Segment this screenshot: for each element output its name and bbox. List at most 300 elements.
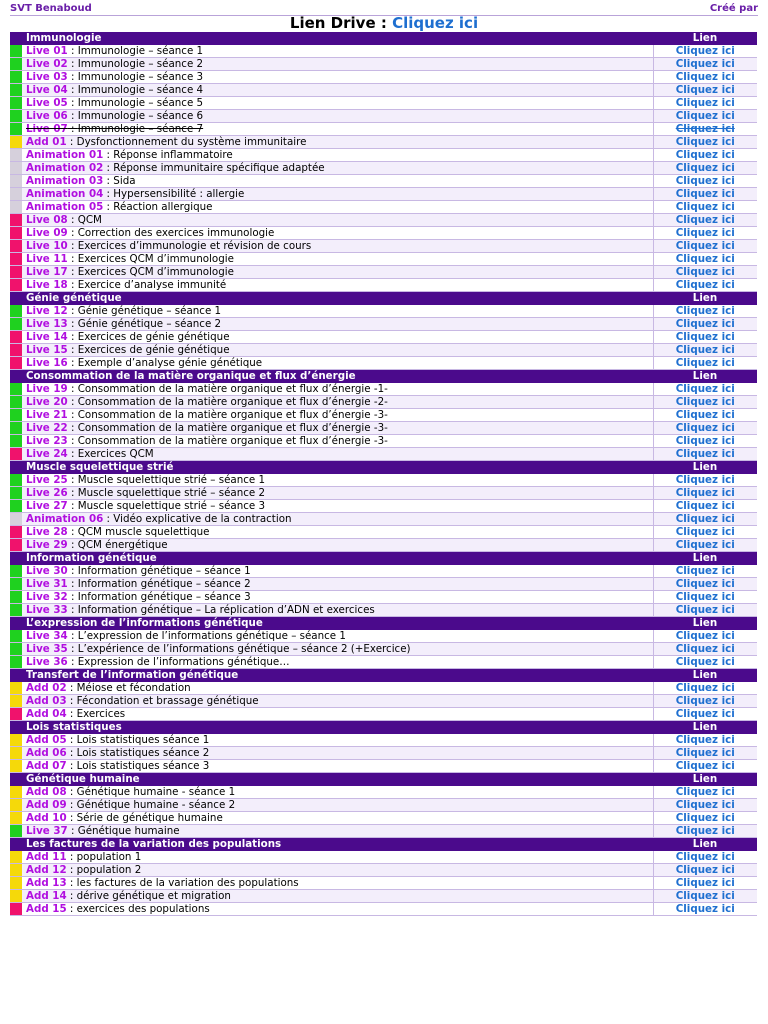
row-key: Live 25 — [26, 473, 68, 486]
row-text: Génétique humaine - séance 1 — [76, 785, 236, 798]
table-row — [10, 695, 757, 708]
row-text: QCM muscle squelettique — [77, 525, 210, 538]
row-key: Add 08 — [26, 785, 67, 798]
section-title: Information génétique — [22, 552, 653, 565]
table-row — [10, 240, 757, 253]
row-link[interactable]: Cliquez ici — [653, 162, 757, 175]
table-row — [10, 318, 757, 331]
row-text: QCM — [77, 213, 102, 226]
row-separator: : — [66, 681, 77, 694]
row-label — [22, 864, 653, 877]
section-header — [10, 838, 757, 851]
table-row — [10, 149, 757, 162]
row-label — [22, 695, 653, 708]
title-prefix: Lien Drive : — [289, 14, 393, 32]
row-separator: : — [67, 252, 78, 265]
row-text: L’expérience de l’informations génétique – séance 2 (+Exercice) — [77, 642, 411, 655]
row-key: Live 29 — [26, 538, 68, 551]
row-text: QCM énergétique — [77, 538, 168, 551]
row-text: exercices des populations — [76, 902, 210, 915]
row-link[interactable]: Cliquez ici — [653, 331, 757, 344]
row-link[interactable]: Cliquez ici — [653, 591, 757, 604]
row-key: Live 33 — [26, 603, 68, 616]
row-link[interactable]: Cliquez ici — [653, 175, 757, 188]
status-marker-green — [10, 578, 22, 591]
table-row — [10, 630, 757, 643]
table-row — [10, 331, 757, 344]
row-label — [22, 799, 653, 812]
table-row — [10, 227, 757, 240]
row-key: Live 35 — [26, 642, 68, 655]
row-link[interactable]: Cliquez ici — [653, 630, 757, 643]
status-marker-pink — [10, 448, 22, 461]
row-key: Live 26 — [26, 486, 68, 499]
table-row — [10, 253, 757, 266]
row-separator: : — [103, 200, 114, 213]
row-separator: : — [67, 434, 78, 447]
row-text: Correction des exercices immunologie — [77, 226, 275, 239]
row-label — [22, 786, 653, 799]
row-text: Réponse inflammatoire — [113, 148, 233, 161]
section-title: Immunologie — [22, 32, 653, 45]
row-key: Animation 06 — [26, 512, 104, 525]
table-row — [10, 864, 757, 877]
section-header — [10, 552, 757, 565]
row-link[interactable]: Cliquez ici — [653, 201, 757, 214]
row-label — [22, 123, 653, 136]
table-row — [10, 448, 757, 461]
link-column-header: Lien — [653, 32, 757, 45]
row-link[interactable]: Cliquez ici — [653, 149, 757, 162]
row-label — [22, 266, 653, 279]
row-separator: : — [66, 798, 77, 811]
row-text: Consommation de la matière organique et flux d’énergie -2- — [77, 395, 388, 408]
link-column-header: Lien — [653, 552, 757, 565]
row-separator: : — [103, 161, 114, 174]
row-label — [22, 500, 653, 513]
row-link[interactable]: Cliquez ici — [653, 890, 757, 903]
table-row — [10, 799, 757, 812]
status-marker-green — [10, 500, 22, 513]
row-link[interactable]: Cliquez ici — [653, 136, 757, 149]
row-link[interactable]: Cliquez ici — [653, 383, 757, 396]
status-marker-green — [10, 97, 22, 110]
status-marker-yellow — [10, 890, 22, 903]
row-separator: : — [67, 83, 78, 96]
row-key: Live 37 — [26, 824, 68, 837]
row-link[interactable]: Cliquez ici — [653, 812, 757, 825]
row-separator: : — [67, 564, 78, 577]
row-key: Live 01 — [26, 44, 68, 57]
row-link[interactable]: Cliquez ici — [653, 825, 757, 838]
table-row — [10, 591, 757, 604]
row-key: Live 30 — [26, 564, 68, 577]
row-link[interactable]: Cliquez ici — [653, 526, 757, 539]
row-text: Exemple d’analyse génie génétique — [77, 356, 263, 369]
status-marker-green — [10, 305, 22, 318]
row-text: dérive génétique et migration — [76, 889, 231, 902]
table-row — [10, 45, 757, 58]
row-separator: : — [67, 44, 78, 57]
row-text: Information génétique – séance 3 — [77, 590, 251, 603]
row-link[interactable]: Cliquez ici — [653, 656, 757, 669]
row-key: Live 28 — [26, 525, 68, 538]
created-by-label[interactable]: Créé par — [709, 3, 758, 14]
table-row — [10, 812, 757, 825]
row-separator: : — [67, 343, 78, 356]
row-link[interactable]: Cliquez ici — [653, 877, 757, 890]
row-link[interactable]: Cliquez ici — [653, 422, 757, 435]
row-label — [22, 591, 653, 604]
row-label — [22, 487, 653, 500]
row-link[interactable]: Cliquez ici — [653, 357, 757, 370]
row-link[interactable]: Cliquez ici — [653, 240, 757, 253]
section-title: L’expression de l’informations génétique — [22, 617, 653, 630]
row-separator: : — [103, 187, 114, 200]
row-link[interactable]: Cliquez ici — [653, 747, 757, 760]
row-text: Génie génétique – séance 2 — [77, 317, 222, 330]
table-row — [10, 487, 757, 500]
section-header-marker — [10, 552, 22, 565]
row-link[interactable]: Cliquez ici — [653, 253, 757, 266]
row-separator: : — [67, 447, 78, 460]
row-label — [22, 201, 653, 214]
section-header — [10, 721, 757, 734]
row-label — [22, 84, 653, 97]
row-label — [22, 448, 653, 461]
section-header-marker — [10, 292, 22, 305]
status-marker-green — [10, 409, 22, 422]
row-label — [22, 396, 653, 409]
row-key: Add 15 — [26, 902, 67, 915]
table-row — [10, 760, 757, 773]
row-separator: : — [67, 226, 78, 239]
row-separator: : — [66, 746, 77, 759]
row-text: Génie génétique – séance 1 — [77, 304, 222, 317]
row-label — [22, 175, 653, 188]
table-row — [10, 266, 757, 279]
row-label — [22, 188, 653, 201]
page-title — [0, 14, 768, 32]
row-label — [22, 58, 653, 71]
status-marker-gray — [10, 175, 22, 188]
row-link[interactable]: Cliquez ici — [653, 708, 757, 721]
section-header — [10, 669, 757, 682]
row-link[interactable]: Cliquez ici — [653, 487, 757, 500]
row-link[interactable]: Cliquez ici — [653, 435, 757, 448]
row-separator: : — [67, 330, 78, 343]
status-marker-pink — [10, 344, 22, 357]
row-link[interactable]: Cliquez ici — [653, 84, 757, 97]
table-row — [10, 877, 757, 890]
row-link[interactable]: Cliquez ici — [653, 799, 757, 812]
row-key: Animation 04 — [26, 187, 104, 200]
status-marker-green — [10, 45, 22, 58]
status-marker-green — [10, 604, 22, 617]
table-row — [10, 84, 757, 97]
row-separator: : — [67, 408, 78, 421]
row-text: Sida — [113, 174, 136, 187]
row-link[interactable]: Cliquez ici — [653, 565, 757, 578]
row-key: Add 13 — [26, 876, 67, 889]
table-row — [10, 643, 757, 656]
status-marker-yellow — [10, 136, 22, 149]
row-key: Live 27 — [26, 499, 68, 512]
table-row — [10, 383, 757, 396]
link-column-header: Lien — [653, 461, 757, 474]
row-text: Exercice d’analyse immunité — [77, 278, 227, 291]
row-label — [22, 110, 653, 123]
row-link[interactable]: Cliquez ici — [653, 227, 757, 240]
row-key: Live 08 — [26, 213, 68, 226]
row-link[interactable]: Cliquez ici — [653, 864, 757, 877]
row-text: Lois statistiques séance 3 — [76, 759, 210, 772]
row-label — [22, 682, 653, 695]
row-separator: : — [67, 577, 78, 590]
table-row — [10, 682, 757, 695]
row-link[interactable]: Cliquez ici — [653, 45, 757, 58]
row-separator: : — [67, 590, 78, 603]
table-row — [10, 565, 757, 578]
link-column-header: Lien — [653, 773, 757, 786]
row-text: Immunologie – séance 6 — [77, 109, 204, 122]
row-separator: : — [67, 96, 78, 109]
row-separator: : — [67, 57, 78, 70]
row-key: Add 11 — [26, 850, 67, 863]
row-text: Immunologie – séance 4 — [77, 83, 204, 96]
row-link[interactable]: Cliquez ici — [653, 851, 757, 864]
row-key: Live 15 — [26, 343, 68, 356]
status-marker-green — [10, 435, 22, 448]
row-key: Live 21 — [26, 408, 68, 421]
row-separator: : — [67, 395, 78, 408]
row-text: Immunologie – séance 2 — [77, 57, 204, 70]
section-header — [10, 370, 757, 383]
row-link[interactable]: Cliquez ici — [653, 760, 757, 773]
row-key: Live 34 — [26, 629, 68, 642]
row-link[interactable]: Cliquez ici — [653, 903, 757, 916]
row-link[interactable]: Cliquez ici — [653, 578, 757, 591]
row-label — [22, 708, 653, 721]
row-link[interactable]: Cliquez ici — [653, 110, 757, 123]
row-key: Live 23 — [26, 434, 68, 447]
row-link[interactable]: Cliquez ici — [653, 448, 757, 461]
row-key: Live 02 — [26, 57, 68, 70]
row-link[interactable]: Cliquez ici — [653, 474, 757, 487]
link-column-header: Lien — [653, 669, 757, 682]
row-key: Add 02 — [26, 681, 67, 694]
row-text: Lois statistiques séance 1 — [76, 733, 210, 746]
row-key: Add 06 — [26, 746, 67, 759]
row-separator: : — [67, 239, 78, 252]
status-marker-pink — [10, 708, 22, 721]
row-key: Live 04 — [26, 83, 68, 96]
row-link[interactable]: Cliquez ici — [653, 682, 757, 695]
drive-link[interactable]: Cliquez ici — [392, 14, 479, 32]
table-row — [10, 136, 757, 149]
table-row — [10, 539, 757, 552]
section-header-marker — [10, 669, 22, 682]
row-text: Immunologie – séance 7 — [77, 122, 204, 135]
row-text: Information génétique – séance 1 — [77, 564, 251, 577]
section-title: Consommation de la matière organique et flux d’énergie — [22, 370, 653, 383]
row-text: Information génétique – La réplication d’ADN et exercices — [77, 603, 375, 616]
row-key: Live 36 — [26, 655, 68, 668]
row-label — [22, 890, 653, 903]
row-text: Immunologie – séance 3 — [77, 70, 204, 83]
row-link[interactable]: Cliquez ici — [653, 58, 757, 71]
status-marker-green — [10, 396, 22, 409]
row-link[interactable]: Cliquez ici — [653, 214, 757, 227]
row-separator: : — [67, 642, 78, 655]
row-separator: : — [67, 538, 78, 551]
row-link[interactable]: Cliquez ici — [653, 279, 757, 292]
row-label — [22, 734, 653, 747]
row-link[interactable]: Cliquez ici — [653, 123, 757, 136]
row-key: Add 05 — [26, 733, 67, 746]
row-link[interactable]: Cliquez ici — [653, 266, 757, 279]
row-text: Exercices d’immunologie et révision de cours — [77, 239, 312, 252]
row-separator: : — [67, 473, 78, 486]
row-link[interactable]: Cliquez ici — [653, 97, 757, 110]
status-marker-green — [10, 110, 22, 123]
row-separator: : — [67, 382, 78, 395]
row-link[interactable]: Cliquez ici — [653, 344, 757, 357]
section-header — [10, 32, 757, 45]
row-link[interactable]: Cliquez ici — [653, 786, 757, 799]
row-text: Méiose et fécondation — [76, 681, 191, 694]
row-link[interactable]: Cliquez ici — [653, 318, 757, 331]
row-key: Add 07 — [26, 759, 67, 772]
table-row — [10, 409, 757, 422]
row-separator: : — [66, 811, 77, 824]
table-row — [10, 396, 757, 409]
table-row — [10, 890, 757, 903]
table-row — [10, 162, 757, 175]
row-label — [22, 240, 653, 253]
status-marker-yellow — [10, 877, 22, 890]
status-marker-yellow — [10, 695, 22, 708]
row-key: Animation 02 — [26, 161, 104, 174]
status-marker-pink — [10, 214, 22, 227]
row-separator: : — [66, 733, 77, 746]
row-key: Live 07 — [26, 122, 68, 135]
row-text: Muscle squelettique strié – séance 1 — [77, 473, 266, 486]
row-separator: : — [67, 421, 78, 434]
row-label — [22, 877, 653, 890]
section-header-marker — [10, 32, 22, 45]
row-text: Génétique humaine — [77, 824, 180, 837]
row-label — [22, 526, 653, 539]
row-key: Live 09 — [26, 226, 68, 239]
row-separator: : — [66, 694, 77, 707]
row-separator: : — [67, 486, 78, 499]
status-marker-gray — [10, 201, 22, 214]
row-text: Muscle squelettique strié – séance 2 — [77, 486, 266, 499]
status-marker-green — [10, 84, 22, 97]
author-label: SVT Benaboud — [10, 3, 92, 14]
row-label — [22, 630, 653, 643]
status-marker-yellow — [10, 799, 22, 812]
row-text: population 2 — [76, 863, 142, 876]
row-text: Exercices QCM d’immunologie — [77, 252, 234, 265]
link-column-header: Lien — [653, 838, 757, 851]
row-link[interactable]: Cliquez ici — [653, 305, 757, 318]
table-row — [10, 344, 757, 357]
row-separator: : — [67, 655, 78, 668]
status-marker-green — [10, 630, 22, 643]
row-key: Add 12 — [26, 863, 67, 876]
status-marker-yellow — [10, 812, 22, 825]
row-label — [22, 305, 653, 318]
row-label — [22, 825, 653, 838]
row-link[interactable]: Cliquez ici — [653, 500, 757, 513]
row-key: Add 09 — [26, 798, 67, 811]
link-column-header: Lien — [653, 292, 757, 305]
row-key: Add 01 — [26, 135, 67, 148]
row-link[interactable]: Cliquez ici — [653, 188, 757, 201]
row-link[interactable]: Cliquez ici — [653, 409, 757, 422]
row-key: Animation 01 — [26, 148, 104, 161]
status-marker-pink — [10, 227, 22, 240]
section-header-marker — [10, 461, 22, 474]
row-text: Exercices — [76, 707, 126, 720]
status-marker-green — [10, 643, 22, 656]
status-marker-green — [10, 422, 22, 435]
row-link[interactable]: Cliquez ici — [653, 734, 757, 747]
table-row — [10, 58, 757, 71]
row-key: Animation 05 — [26, 200, 104, 213]
row-link[interactable]: Cliquez ici — [653, 71, 757, 84]
row-label — [22, 851, 653, 864]
row-separator: : — [67, 824, 78, 837]
row-link[interactable]: Cliquez ici — [653, 539, 757, 552]
row-key: Live 31 — [26, 577, 68, 590]
section-title: Génie génétique — [22, 292, 653, 305]
status-marker-gray — [10, 188, 22, 201]
row-link[interactable]: Cliquez ici — [653, 396, 757, 409]
status-marker-pink — [10, 240, 22, 253]
row-separator: : — [66, 863, 77, 876]
link-column-header: Lien — [653, 617, 757, 630]
row-link[interactable]: Cliquez ici — [653, 643, 757, 656]
table-row — [10, 786, 757, 799]
row-separator: : — [66, 135, 77, 148]
row-label — [22, 162, 653, 175]
row-link[interactable]: Cliquez ici — [653, 604, 757, 617]
row-text: Vidéo explicative de la contraction — [113, 512, 292, 525]
row-label — [22, 97, 653, 110]
row-link[interactable]: Cliquez ici — [653, 695, 757, 708]
row-key: Live 16 — [26, 356, 68, 369]
row-separator: : — [67, 122, 78, 135]
status-marker-green — [10, 474, 22, 487]
row-label — [22, 474, 653, 487]
status-marker-pink — [10, 253, 22, 266]
row-separator: : — [66, 889, 77, 902]
row-link[interactable]: Cliquez ici — [653, 513, 757, 526]
table-row — [10, 825, 757, 838]
row-label — [22, 318, 653, 331]
table-row — [10, 734, 757, 747]
row-label — [22, 565, 653, 578]
row-label — [22, 747, 653, 760]
row-label — [22, 344, 653, 357]
section-title: Muscle squelettique strié — [22, 461, 653, 474]
status-marker-yellow — [10, 734, 22, 747]
row-label — [22, 578, 653, 591]
status-marker-pink — [10, 526, 22, 539]
